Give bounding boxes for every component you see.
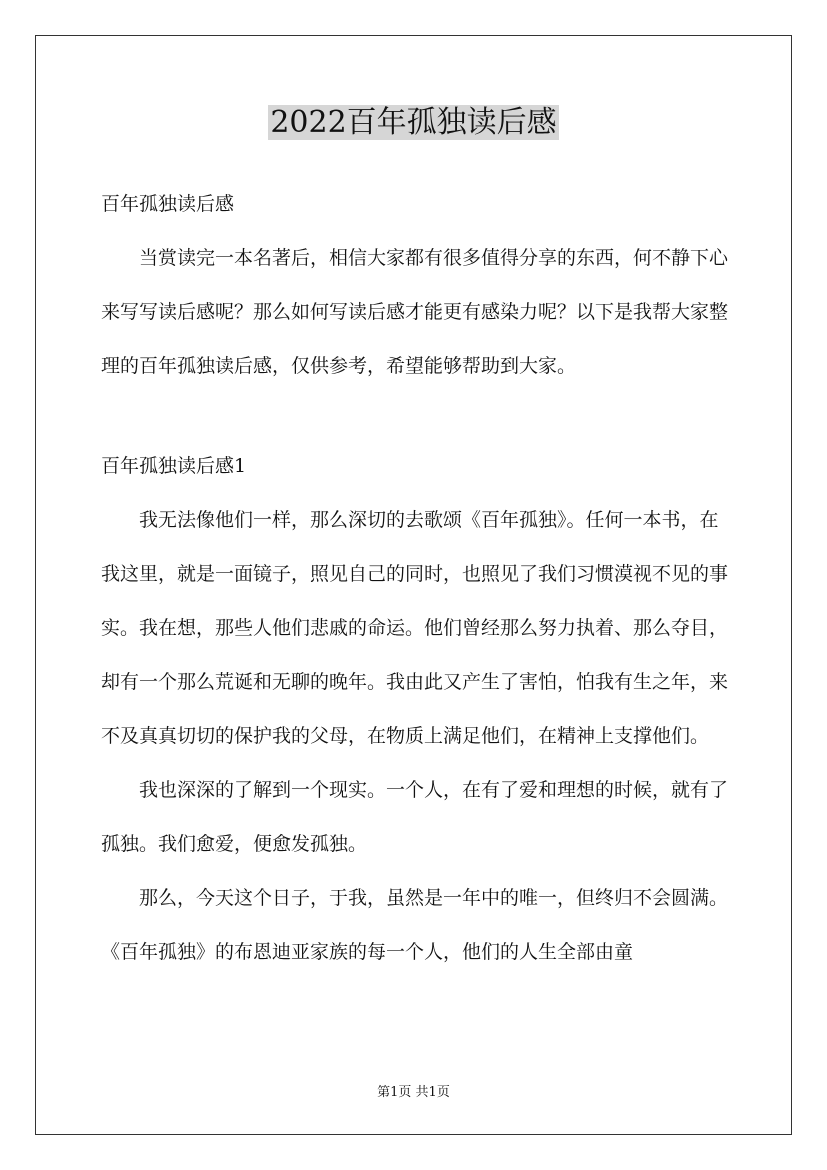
page-number-label: 第1页 共1页 (377, 1085, 450, 1100)
body-paragraph: 那么，今天这个日子，于我，虽然是一年中的唯一，但终归不会圆满。《百年孤独》的布恩迪亚家族的每一个人，他们的人生全部由童 (101, 887, 729, 963)
intro-paragraph: 当赏读完一本名著后，相信大家都有很多值得分享的东西，何不静下心来写写读后感呢？那么如何写读后感才能更有感染力呢？以下是我帮大家整理的百年孤独读后感，仅供参考，希望能够帮助到大家。 (101, 247, 729, 377)
document-title (0, 103, 827, 143)
page-footer (0, 1084, 827, 1102)
body-paragraph: 我也深深的了解到一个现实。一个人，在有了爱和理想的时候，就有了孤独。我们愈爱，便愈发孤独。 (101, 779, 729, 855)
section-heading: 百年孤独读后感1 (101, 455, 247, 477)
body-paragraph: 我无法像他们一样，那么深切的去歌颂《百年孤独》。任何一本书，在我这里，就是一面镜子，照见自己的同时，也照见了我们习惯漠视不见的事实。我在想，那些人他们悲戚的命运。他们曾经那么努力执着、那么夺目，却有一个那么荒诞和无聊的晚年。我由此又产生了害怕，怕我有生之年，来不及真真切切的保护我的父母，在物质上满足他们，在精神上支撑他们。 (101, 509, 729, 747)
document-subtitle: 百年孤独读后感 (101, 193, 235, 215)
document-body (101, 177, 731, 979)
document-title-text: 2022百年孤独读后感 (270, 105, 557, 140)
